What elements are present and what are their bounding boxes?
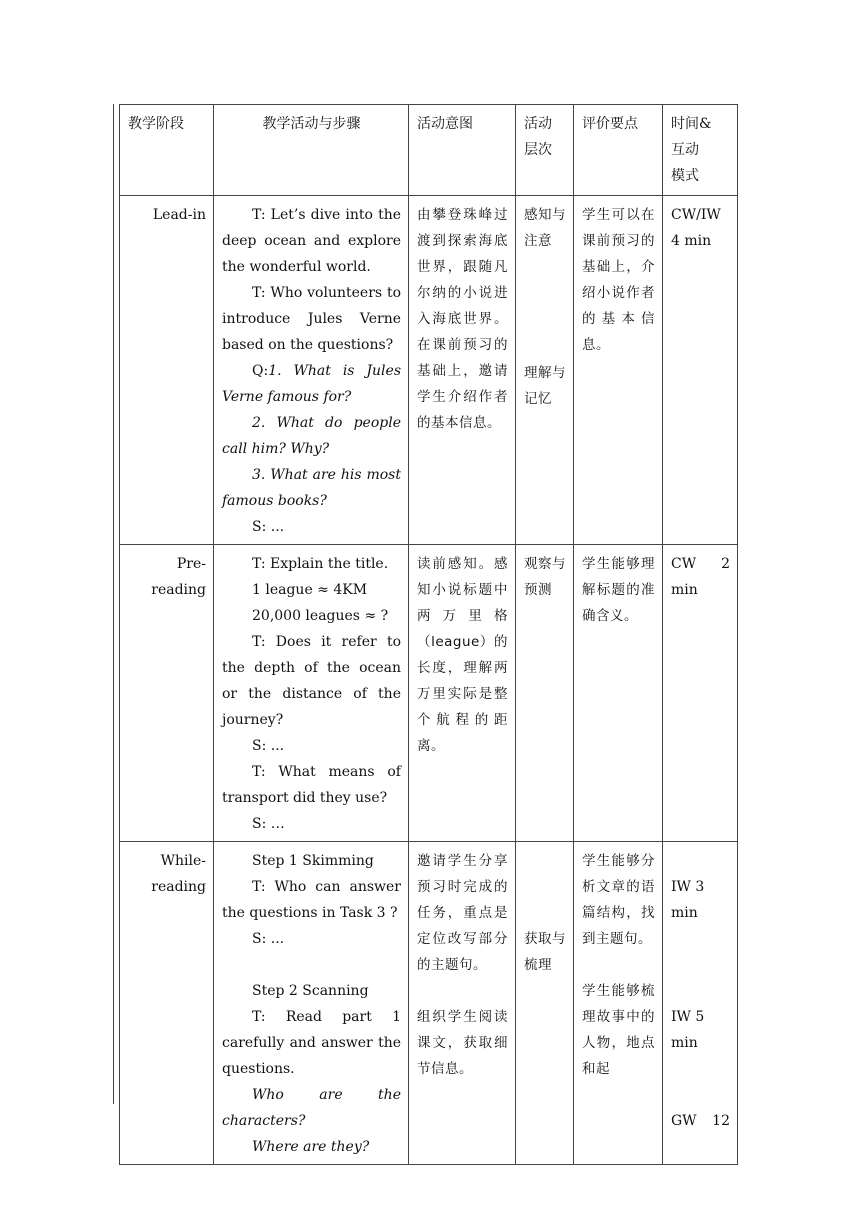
level-cell: 获取与梳理 bbox=[516, 842, 574, 1165]
activities-cell: Step 1 Skimming T: Who can answer the questions in Task 3 ? S: ... Step 2 Scanning T: Read part 1 carefully and answer the questions. Who are the characters? Where are they? bbox=[214, 842, 409, 1165]
stage-cell: Lead-in bbox=[120, 196, 214, 545]
intent-cell: 由攀登珠峰过渡到探索海底世界，跟随凡尔纳的小说进入海底世界。在课前预习的基础上，邀请学生介绍作者的基本信息。 bbox=[409, 196, 516, 545]
header-time: 时间& 互动 模式 bbox=[663, 105, 738, 196]
table-row bbox=[120, 545, 738, 842]
header-activities: 教学活动与步骤 bbox=[214, 105, 409, 196]
lesson-plan-table bbox=[119, 104, 738, 1165]
level-cell: 感知与注意 理解与记忆 bbox=[516, 196, 574, 545]
header-assessment: 评价要点 bbox=[574, 105, 663, 196]
stage-cell: Pre- reading bbox=[120, 545, 214, 842]
header-level: 活动 层次 bbox=[516, 105, 574, 196]
assessment-cell: 学生能够理解标题的准确含义。 bbox=[574, 545, 663, 842]
assessment-cell: 学生能够分析文章的语篇结构，找到主题句。 学生能够梳理故事中的人物，地点和起 bbox=[574, 842, 663, 1165]
table-row bbox=[120, 196, 738, 545]
time-cell: IW 3 min IW 5 min GW 12 bbox=[663, 842, 738, 1165]
activities-cell: T: Let’s dive into the deep ocean and explore the wonderful world. T: Who volunteers to introduce Jules Verne based on the questions? Q:1. What is Jules Verne famous for? 2. What do people call him? Why? 3. What are his most famous books? S: ... bbox=[214, 196, 409, 545]
table-row bbox=[120, 842, 738, 1165]
time-cell: CW 2 min bbox=[663, 545, 738, 842]
stage-cell: While- reading bbox=[120, 842, 214, 1165]
time-cell: CW/IW 4 min bbox=[663, 196, 738, 545]
outer-border-line bbox=[113, 104, 114, 1104]
level-cell: 观察与预测 bbox=[516, 545, 574, 842]
intent-cell: 邀请学生分享预习时完成的任务，重点是定位改写部分的主题句。 组织学生阅读课文，获取细节信息。 bbox=[409, 842, 516, 1165]
intent-cell: 读前感知。感知小说标题中两万里格（league）的长度，理解两万里实际是整个航程的距离。 bbox=[409, 545, 516, 842]
header-stage: 教学阶段 bbox=[120, 105, 214, 196]
assessment-cell: 学生可以在课前预习的基础上，介绍小说作者的基本信息。 bbox=[574, 196, 663, 545]
table-header-row bbox=[120, 105, 738, 196]
header-intent: 活动意图 bbox=[409, 105, 516, 196]
activities-cell: T: Explain the title. 1 league ≈ 4KM 20,000 leagues ≈ ? T: Does it refer to the depth of the ocean or the distance of the journey? S: ... T: What means of transport did they use? S: … bbox=[214, 545, 409, 842]
